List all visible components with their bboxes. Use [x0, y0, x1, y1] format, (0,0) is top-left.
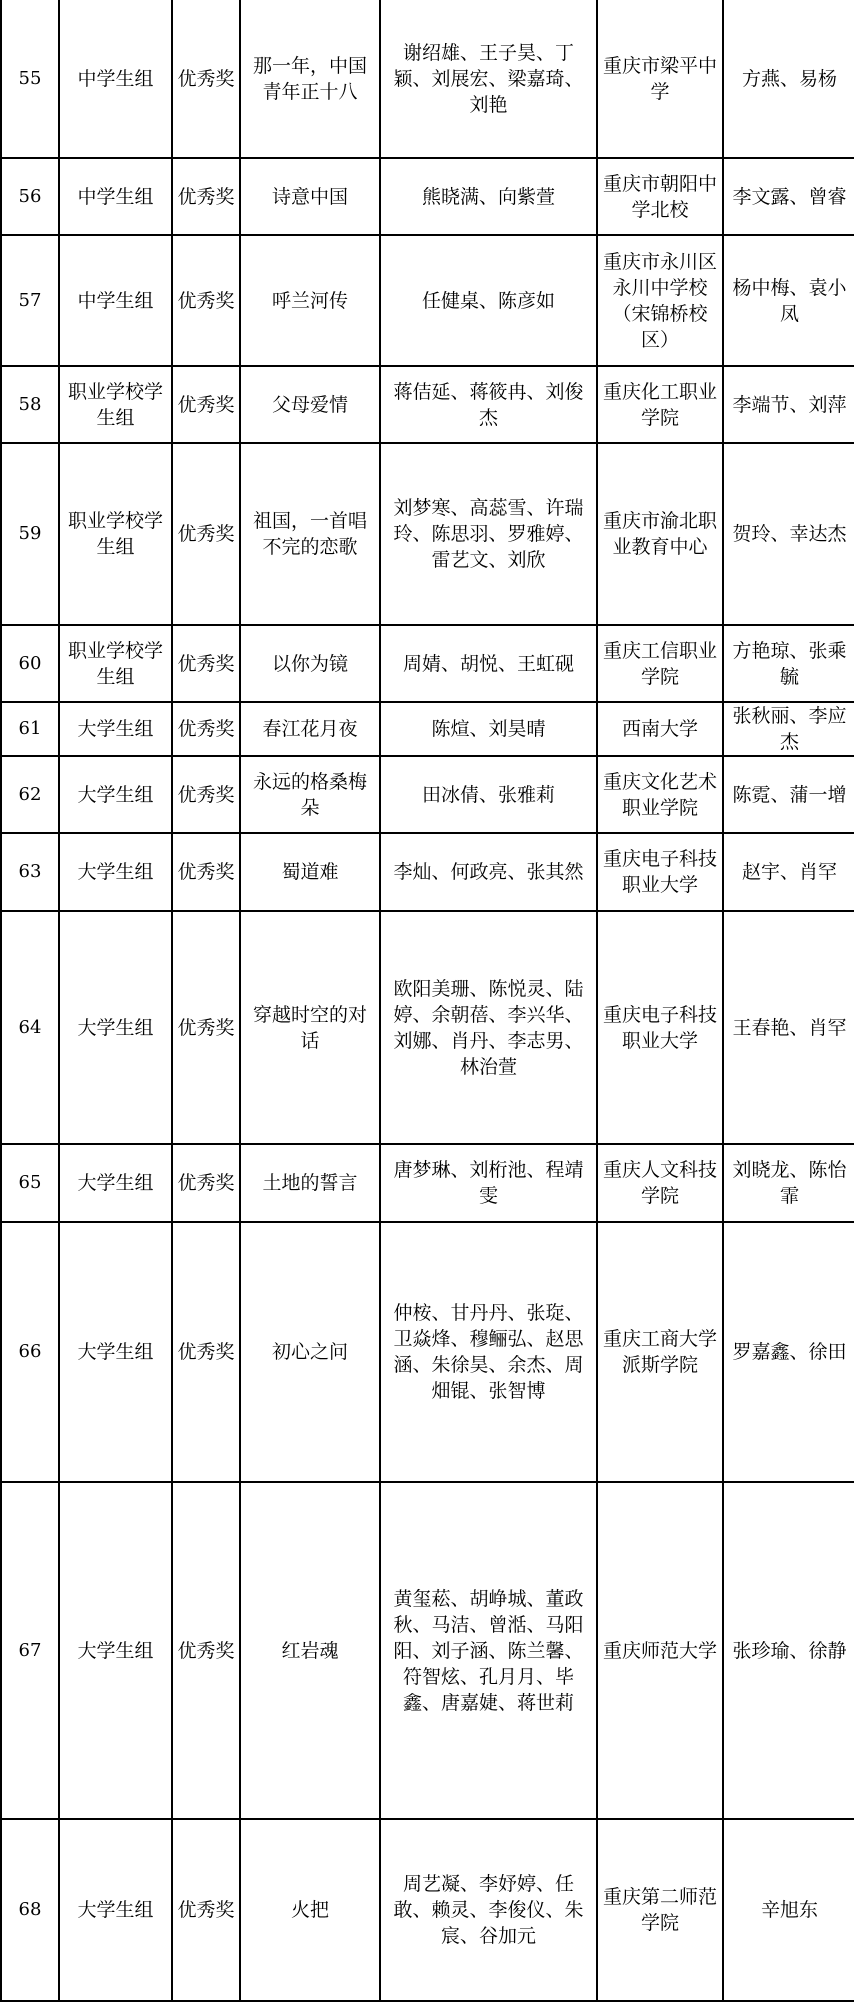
teachers-cell: 贺玲、幸达杰 — [723, 443, 854, 625]
table-row — [1, 756, 854, 833]
school-cell: 重庆文化艺术职业学院 — [597, 756, 723, 833]
award-cell: 优秀奖 — [172, 443, 240, 625]
title-cell: 父母爱情 — [240, 366, 380, 443]
members-cell: 黄玺菘、胡峥城、董政秋、马洁、曾湉、马阳阳、刘子涵、陈兰馨、符智炫、孔月月、毕鑫、唐嘉婕、蒋世莉 — [380, 1482, 597, 1819]
members-cell: 唐梦琳、刘桁池、程靖雯 — [380, 1144, 597, 1222]
row-number: 61 — [1, 702, 59, 756]
school-cell: 重庆化工职业学院 — [597, 366, 723, 443]
teachers-cell: 张秋丽、李应杰 — [723, 702, 854, 756]
title-cell: 永远的格桑梅朵 — [240, 756, 380, 833]
members-cell: 仲桉、甘丹丹、张琁、卫焱烽、穆鲡弘、赵思涵、朱徐昊、余杰、周畑锟、张智博 — [380, 1222, 597, 1482]
members-cell: 欧阳美珊、陈悦灵、陆婷、余朝蓓、李兴华、刘娜、肖丹、李志男、林治萱 — [380, 911, 597, 1144]
school-cell: 重庆电子科技职业大学 — [597, 911, 723, 1144]
table-row — [1, 625, 854, 702]
award-cell: 优秀奖 — [172, 158, 240, 235]
title-cell: 以你为镜 — [240, 625, 380, 702]
members-cell: 任健桌、陈彦如 — [380, 235, 597, 366]
school-cell: 重庆电子科技职业大学 — [597, 833, 723, 911]
school-cell: 西南大学 — [597, 702, 723, 756]
table-row — [1, 366, 854, 443]
title-cell: 红岩魂 — [240, 1482, 380, 1819]
members-cell: 周艺凝、李妤婷、任敢、赖灵、李俊仪、朱宸、谷加元 — [380, 1819, 597, 2001]
group-cell: 中学生组 — [59, 235, 172, 366]
title-cell: 初心之问 — [240, 1222, 380, 1482]
award-cell: 优秀奖 — [172, 1144, 240, 1222]
award-cell: 优秀奖 — [172, 366, 240, 443]
table-row — [1, 911, 854, 1144]
row-number: 62 — [1, 756, 59, 833]
table-row — [1, 1482, 854, 1819]
table-row — [1, 235, 854, 366]
award-cell: 优秀奖 — [172, 911, 240, 1144]
table-row — [1, 833, 854, 911]
school-cell: 重庆人文科技学院 — [597, 1144, 723, 1222]
school-cell: 重庆市永川区永川中学校（宋锦桥校区） — [597, 235, 723, 366]
table-row — [1, 1222, 854, 1482]
table-row — [1, 158, 854, 235]
award-cell: 优秀奖 — [172, 702, 240, 756]
school-cell: 重庆市梁平中学 — [597, 0, 723, 158]
title-cell: 火把 — [240, 1819, 380, 2001]
members-cell: 刘梦寒、高蕊雪、许瑞玲、陈思羽、罗雅婷、雷艺文、刘欣 — [380, 443, 597, 625]
row-number: 55 — [1, 0, 59, 158]
group-cell: 职业学校学生组 — [59, 366, 172, 443]
group-cell: 职业学校学生组 — [59, 625, 172, 702]
school-cell: 重庆市渝北职业教育中心 — [597, 443, 723, 625]
group-cell: 大学生组 — [59, 1222, 172, 1482]
group-cell: 中学生组 — [59, 158, 172, 235]
group-cell: 职业学校学生组 — [59, 443, 172, 625]
members-cell: 谢绍雄、王子昊、丁颖、刘展宏、梁嘉琦、刘艳 — [380, 0, 597, 158]
row-number: 58 — [1, 366, 59, 443]
title-cell: 春江花月夜 — [240, 702, 380, 756]
teachers-cell: 陈霓、蒲一增 — [723, 756, 854, 833]
title-cell: 祖国，一首唱不完的恋歌 — [240, 443, 380, 625]
group-cell: 大学生组 — [59, 1819, 172, 2001]
title-cell: 穿越时空的对话 — [240, 911, 380, 1144]
row-number: 67 — [1, 1482, 59, 1819]
teachers-cell: 李文露、曾睿 — [723, 158, 854, 235]
group-cell: 大学生组 — [59, 756, 172, 833]
school-cell: 重庆工信职业学院 — [597, 625, 723, 702]
group-cell: 大学生组 — [59, 911, 172, 1144]
teachers-cell: 李端节、刘萍 — [723, 366, 854, 443]
group-cell: 大学生组 — [59, 702, 172, 756]
row-number: 66 — [1, 1222, 59, 1482]
members-cell: 周婧、胡悦、王虹砚 — [380, 625, 597, 702]
members-cell: 蒋佶延、蒋筱冉、刘俊杰 — [380, 366, 597, 443]
teachers-cell: 张珍瑜、徐静 — [723, 1482, 854, 1819]
row-number: 56 — [1, 158, 59, 235]
teachers-cell: 刘晓龙、陈怡霏 — [723, 1144, 854, 1222]
teachers-cell: 杨中梅、袁小凤 — [723, 235, 854, 366]
table-row — [1, 1144, 854, 1222]
teachers-cell: 方艳琼、张乘毓 — [723, 625, 854, 702]
title-cell: 诗意中国 — [240, 158, 380, 235]
award-cell: 优秀奖 — [172, 1482, 240, 1819]
teachers-cell: 赵宇、肖罕 — [723, 833, 854, 911]
award-cell: 优秀奖 — [172, 756, 240, 833]
teachers-cell: 罗嘉鑫、徐田 — [723, 1222, 854, 1482]
group-cell: 大学生组 — [59, 1144, 172, 1222]
row-number: 63 — [1, 833, 59, 911]
teachers-cell: 辛旭东 — [723, 1819, 854, 2001]
award-cell: 优秀奖 — [172, 1819, 240, 2001]
members-cell: 陈煊、刘昊晴 — [380, 702, 597, 756]
title-cell: 那一年，中国青年正十八 — [240, 0, 380, 158]
members-cell: 李灿、何政亮、张其然 — [380, 833, 597, 911]
group-cell: 大学生组 — [59, 833, 172, 911]
group-cell: 中学生组 — [59, 0, 172, 158]
award-cell: 优秀奖 — [172, 235, 240, 366]
teachers-cell: 王春艳、肖罕 — [723, 911, 854, 1144]
group-cell: 大学生组 — [59, 1482, 172, 1819]
table-row — [1, 1819, 854, 2001]
school-cell: 重庆工商大学派斯学院 — [597, 1222, 723, 1482]
title-cell: 土地的誓言 — [240, 1144, 380, 1222]
award-cell: 优秀奖 — [172, 1222, 240, 1482]
school-cell: 重庆第二师范学院 — [597, 1819, 723, 2001]
award-cell: 优秀奖 — [172, 625, 240, 702]
award-cell: 优秀奖 — [172, 833, 240, 911]
row-number: 68 — [1, 1819, 59, 2001]
school-cell: 重庆市朝阳中学北校 — [597, 158, 723, 235]
teachers-cell: 方燕、易杨 — [723, 0, 854, 158]
table-row — [1, 702, 854, 756]
members-cell: 熊晓满、向紫萱 — [380, 158, 597, 235]
title-cell: 呼兰河传 — [240, 235, 380, 366]
row-number: 65 — [1, 1144, 59, 1222]
row-number: 64 — [1, 911, 59, 1144]
title-cell: 蜀道难 — [240, 833, 380, 911]
award-cell: 优秀奖 — [172, 0, 240, 158]
row-number: 59 — [1, 443, 59, 625]
row-number: 60 — [1, 625, 59, 702]
members-cell: 田冰倩、张雅莉 — [380, 756, 597, 833]
table-row — [1, 0, 854, 158]
row-number: 57 — [1, 235, 59, 366]
table-row — [1, 443, 854, 625]
school-cell: 重庆师范大学 — [597, 1482, 723, 1819]
